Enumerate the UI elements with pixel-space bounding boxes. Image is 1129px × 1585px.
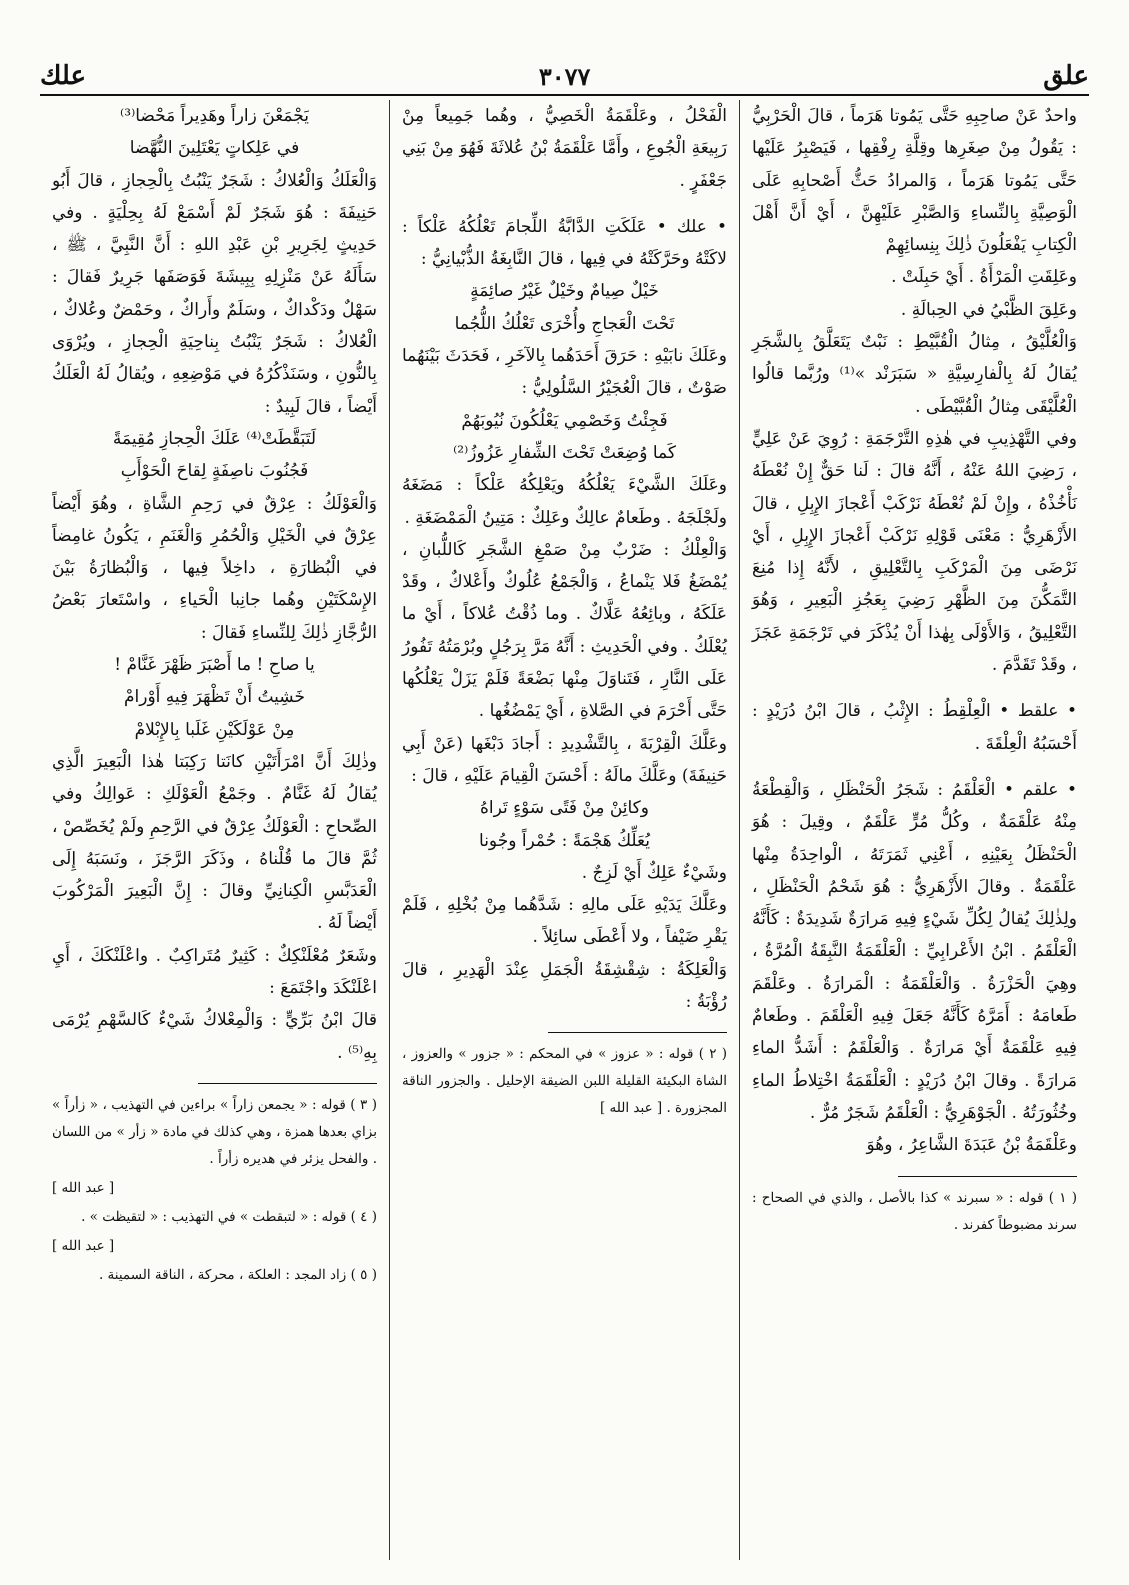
footnote: ( ١ ) قوله : « سبرند » كذا بالأصل ، والذي في الصحاح : سرند مضبوطاً كفرند . [752,1189,1078,1233]
paragraph: وَالْعَلِكَةُ : شِقْشِقَةُ الْجَمَلِ عِنْدَ الْهَدِيرِ ، قالَ رُؤْبَةُ : [402,959,727,1013]
footnotes-right [752,1185,1077,1241]
verse-line: يا صاحِ ! ما أَصْبَرَ ظَهْرَ غَنَّامْ ! [114,655,315,676]
text-columns [40,100,1089,1560]
paragraph: وعَلَّكَ يَدَيْهِ عَلَى مالِهِ : شَدَّهُما مِنْ بُخْلِهِ ، فَلَمْ يَقْرِ ضَيْفاً ، ولا أَعْطَى سائِلاً . [402,895,727,948]
paragraph: وعَلَكَ نابَيْهِ : حَرَقَ أَحَدَهُما بِالآخَرِ ، فَحَدَثَ بَيْنَهُما صَوْتٌ ، قالَ الْعُجَيْرُ السَّلُولِيُّ : [402,346,727,399]
footnote-divider [898,1176,1077,1177]
footnote: ( ٣ ) قوله : « يجمعن زاراً » براءين في التهذيب ، « زأراً » بزاي بعدها همزة ، وهي كذلك في مادة « زأر » من اللسان . والفحل يزئر في هديره زأراً . [52,1096,377,1167]
footnotes-middle [402,1041,727,1124]
footnote: ( ٥ ) زاد المجد : العلكة ، محركة ، الناقة السمينة . [98,1266,377,1283]
footnotes-left [52,1092,377,1291]
verse-line: خَشِيتُ أَنْ تَظْهَرَ فِيهِ أَوْرامْ [124,687,305,708]
column-middle [390,100,740,1560]
paragraph: وفي التَّهْذِيبِ في هٰذِهِ التَّرْجَمَةِ : رُوِيَ عَنْ عَلِيٍّ ، رَضِيَ اللهُ عَنْهُ ، أَنَّهُ قالَ : لَنا حَقٌّ إِنْ نُعْطَهُ نَأْخُذْهُ ، وإِنْ لَمْ نُعْطَهُ نَرْكَبْ أَعْجازَ الإِبِلِ ، قالَ الأَزْهَرِيُّ : مَعْنَى قَوْلِهِ نَرْكَبْ أَعْجازَ الإِبِلِ ، أَيْ نَرْضَى مِنَ الْمَرْكَبِ بِالتَّعْلِيقِ ، لأَنَّهُ إِذا مُنِعَ التَّمَكُّنَ مِنَ الظَّهْرِ رَضِيَ بِعَجُزِ الْبَعِيرِ ، وَهُوَ التَّعْلِيقُ ، وَالأَوْلَى بِهٰذا أَنْ يُذْكَرَ في تَرْجَمَةِ عَجَزَ ، وقَدْ تَقَدَّمَ . [752,428,1077,676]
page-number: ٣٠٧٧ [538,61,591,91]
entry-alak: • علك • عَلَكَتِ الدَّابَّةُ اللِّجامَ تَعْلُكُهُ عَلْكاً : لاكَتْهُ وحَرَّكَتْهُ في فِيها ، قالَ النَّابِغَةُ الذُّبْيانِيُّ : [402,216,727,270]
column-left [40,100,390,1560]
verse-line: وكائِنْ مِنْ فَتًى سَوْءٍ تَراهُ [479,798,649,819]
paragraph: وشَيْءٌ عَلِكٌ أَيْ لَزِجٌ . [581,862,727,883]
column-right [740,100,1089,1560]
entry-alqam: • علقم • الْعَلْقَمُ : شَجَرُ الْحَنْظَلِ ، وَالْقِطْعَةُ مِنْهُ عَلْقَمَةٌ ، وكُلُّ مُرٍّ عَلْقَمٌ ، وقِيلَ : هُوَ الْحَنْظَلُ بِعَيْنِهِ ، أَعْنِي ثَمَرَتَهُ ، الْواحِدَةُ مِنْها عَلْقَمَةٌ . وقالَ الأَزْهَرِيُّ : هُوَ شَحْمُ الْحَنْظَلِ ، ولِذٰلِكَ يُقالُ لِكُلِّ شَيْءٍ فِيهِ مَرارَةٌ شَدِيدَةٌ : كَأَنَّهُ الْعَلْقَمُ . ابْنُ الأَعْرابِيِّ : الْعَلْقَمَةُ النَّبِقَةُ الْمُرَّةُ ، وهِيَ الْحَزْرَةُ . وَالْعَلْقَمَةُ : الْمَرارَةُ . وعَلْقَمَ طَعامَهُ : أَمَرَّهُ كَأَنَّهُ جَعَلَ فِيهِ الْعَلْقَمَ . وطَعامٌ فِيهِ عَلْقَمَةٌ أَيْ مَرارَةٌ . وَالْعَلْقَمُ : أَشَدُّ الماءِ مَرارَةً . وقالَ ابْنُ دُرَيْدٍ : الْعَلْقَمَةُ اخْتِلاطُ الماءِ وخُثُورَتُهُ . الْجَوْهَرِيُّ : الْعَلْقَمُ شَجَرٌ مُرٌّ . [752,779,1077,1123]
paragraph: وعَلَكَ الشَّيْءَ يَعْلُكُهُ ويَعْلِكُهُ عَلْكاً : مَضَغَهُ ولَجْلَجَهُ . وطَعامٌ عالِكٌ وعَلِكٌ : مَتِينُ الْمَمْضَغَةِ . [402,475,727,528]
column-middle-body [402,100,727,1018]
paragraph: وذٰلِكَ أَنَّ امْرَأَتَيْنِ كانَتا رَكِبَتا هٰذا الْبَعِيرَ الَّذِي يُقالُ لَهُ غَنَّامٌ . وجَمْعُ الْعَوْلَكِ : عَوالِكُ وفي الصِّحاحِ : الْعَوْلَكُ عِرْقٌ في الرَّحِمِ ولَمْ يُخَصِّصْ ، ثُمَّ قالَ ما قُلْناهُ ، وذَكَرَ الرَّجَزَ ، ونَسَبَهُ إِلَى الْعَدَبَّسِ الْكِنانِيِّ وقالَ : إِنَّ الْبَعِيرَ الْمَرْكُوبَ أَيْضاً لَهُ . [52,751,377,934]
verse-line: لَتَبَقَّطَتْ⁽⁴⁾ عَلَكَ الْحِجازِ مُقِيمَةً [112,428,317,449]
verse-line: فَجُنُوبَ ناصِفَةٍ لِقاحَ الْحَوْأَبِ [120,461,309,482]
footnote-editor-mark: [ عبد الله ] [52,1179,115,1196]
footnote: ( ٢ ) قوله : « عزوز » في المحكم : « جزور » والعزوز ، الشاة البكيئة القليلة اللبن الضيقة الإحليل . والجزور الناقة المجزورة . [ عبد الله ] [402,1046,727,1117]
column-right-body [752,100,1077,1162]
verse-line: مِنْ عَوْلَكَيْنِ غَلَبا بِالإِبْلامْ [134,719,295,740]
right-running-headword: علق [1043,61,1089,91]
verse-line: في عَلِكاتٍ يَعْتَلِينَ النُّهَّضا [129,138,300,159]
verse-line: تَحْتَ الْعَجاجِ وأُخْرَى تَعْلُكُ اللُّجُما [454,313,675,334]
verse-line: يَجْمَعْنَ زاراً وهَدِيراً مَحْضا⁽³⁾ [120,106,309,126]
paragraph: واحدٌ عَنْ صاحِبِهِ حَتَّى يَمُوتا هَرَماً ، قالَ الْحَرْبِيُّ : يَقُولُ مِنْ صِغَرِها وقِلَّةِ رِفْقِها ، فَيَصْبِرُ عَلَيْها حَتَّى يَمُوتا هَرَماً ، وَالمرادُ حَثُّ أَصْحابِهِ عَلَى الْوَصِيَّةِ بِالنِّساءِ وَالصَّبْرِ عَلَيْهِنَّ ، أَيْ أَنَّ أَهْلَ الْكِتابِ يَفْعَلُونَ ذٰلِكَ بِنِسائِهِمْ [752,106,1077,256]
paragraph: وَالْعَوْلَكُ : عِرْقٌ في رَحِمِ الشَّاةِ ، وهُوَ أَيْضاً عِرْقٌ في الْخَيْلِ وَالْحُمُرِ وَالْغَنَمِ ، يَكُونُ غامِضاً في الْبُظارَةِ ، داخِلاً فِيها ، وَالْبُظارَةُ بَيْنَ الإِسْكَتَيْنِ وهُما جانِبا الْحَياءِ ، واسْتَعارَ بَعْضُ الرُّجَّازِ ذٰلِكَ لِلنِّساءِ فَقالَ : [52,493,377,643]
paragraph: الْفَحْلُ ، وعَلْقَمَةُ الْخَصِيُّ ، وهُما جَمِيعاً مِنْ رَبِيعَةِ الْجُوعِ ، وأَمَّا عَلْقَمَةُ بْنُ عُلاثَةَ فَهُوَ مِنْ بَنِي جَعْفَرٍ . [402,106,727,191]
paragraph: وَالْعِلْكُ : ضَرْبٌ مِنْ صَمْغِ الشَّجَرِ كَاللُّبانِ ، يُمْضَغُ فَلا يَنْماعُ ، وَالْجَمْعُ عُلُوكٌ وأَعْلاكٌ ، وقَدْ عَلَكَهُ ، وبائِعُهُ عَلَّاكٌ . وما ذُقْتُ عُلاكاً ، أَيْ ما يُعْلَكُ . وفي الْحَدِيثِ : أَنَّهُ مَرَّ بِرَجُلٍ وبُرْمَتُهُ تَفُورُ عَلَى النَّارِ ، فَتَناوَلَ مِنْها بَضْعَةً فَلَمْ يَزَلْ يَعْلُكُها حَتَّى أَحْرَمَ في الصَّلاةِ ، أَيْ يَمْضُغُها . [402,539,727,722]
paragraph: وَالْعُلَّيْقُ ، مِثالُ الْقُبَّيْطِ : نَبْتٌ يَتَعَلَّقُ بِالشَّجَرِ يُقالُ لَهُ بِالْفارِسِيَّةِ « سَبَرَنْد »⁽¹⁾ ورُبَّما قالُوا الْعُلَّيْقَى مِثالُ الْقُبَّيْطَى . [752,332,1077,417]
verse-line: يُعَلِّكُ هَجْمَةً : حُمْراً وجُونا [479,830,650,851]
footnote: ( ٤ ) قوله : « لتبقطت » في التهذيب : « لتقيظت » . [81,1208,377,1225]
verse-line: كَما وُضِعَتْ تَحْتَ الشِّفارِ عَزُوزُ⁽²⁾ [453,442,676,463]
paragraph: وعَلِقَتِ الْمَرْأَةُ . أَيْ حَبِلَتْ . [891,267,1077,288]
paragraph: وعَلِقَ الظَّبْيُ في الحِبالَةِ . [900,299,1077,320]
verse-line: فَجِئْتُ وَخَصْمِي يَعْلُكُونَ نُيُوبَهُمْ [461,410,668,431]
page-header [40,58,1089,96]
footnote-divider [548,1032,727,1033]
entry-alqat: • علقط • الْعِلْقِطُ : الإِثْبُ ، قالَ ابْنُ دُرَيْدٍ : أَحْسَبُهُ الْعِلْقَةَ . [752,701,1077,754]
paragraph: وشَعَرٌ مُعْلَنْكِكٌ : كَثِيرٌ مُتَراكِبٌ . واعْلَنْكَكَ ، أَيِ اعْلَنْكَدَ واجْتَمَعَ : [52,945,377,999]
paragraph: قالَ ابْنُ بَرِّيٍّ : وَالْمِعْلاكُ شَيْءٌ كَالسَّهْمِ يُرْمَى بِهِ⁽⁵⁾ . [52,1010,377,1063]
column-left-body [52,100,377,1069]
footnote-divider [198,1083,377,1084]
left-running-headword: علك [40,61,87,91]
footnote-editor-mark: [ عبد الله ] [52,1237,115,1254]
paragraph: وعَلْقَمَةُ بْنُ عَبَدَةَ الشَّاعِرُ ، وهُوَ [866,1135,1077,1156]
paragraph: وَالْعَلَكُ وَالْعُلاكُ : شَجَرٌ يَنْبُتُ بِالْحِجازِ ، قالَ أَبُو حَنِيفَةَ : هُوَ شَجَرٌ لَمْ أَسْمَعْ لَهُ بِحِلْيَةٍ . وفي حَدِيثٍ لِجَرِيرِ بْنِ عَبْدِ اللهِ : أَنَّ النَّبِيَّ ، ﷺ ، سَأَلَهُ عَنْ مَنْزِلِهِ بِبِيشَةَ فَوَصَفَها جَرِيرٌ فَقالَ : سَهْلٌ ودَكْداكٌ ، وسَلَمٌ وأَراكٌ ، وحَمْضٌ وعُلاكٌ ، الْعُلاكُ : شَجَرٌ يَنْبُتُ بِناحِيَةِ الْحِجازِ ، ويُرْوَى بِالنُّونِ ، وسَنَذْكُرُهُ في مَوْضِعِهِ ، ويُقالُ لَهُ الْعَلَكُ أَيْضاً ، قالَ لَبِيدٌ : [52,170,377,417]
paragraph: وعَلَّكَ الْقِرْبَةَ ، بِالتَّشْدِيدِ : أَجادَ دَبْغَها (عَنْ أَبِي حَنِيفَةَ) وعَلَّكَ مالَهُ : أَحْسَنَ الْقِيامَ عَلَيْهِ ، قالَ : [402,733,727,786]
verse-line: خَيْلٌ صِيامٌ وخَيْلٌ غَيْرُ صائِمَةٍ [470,281,659,302]
